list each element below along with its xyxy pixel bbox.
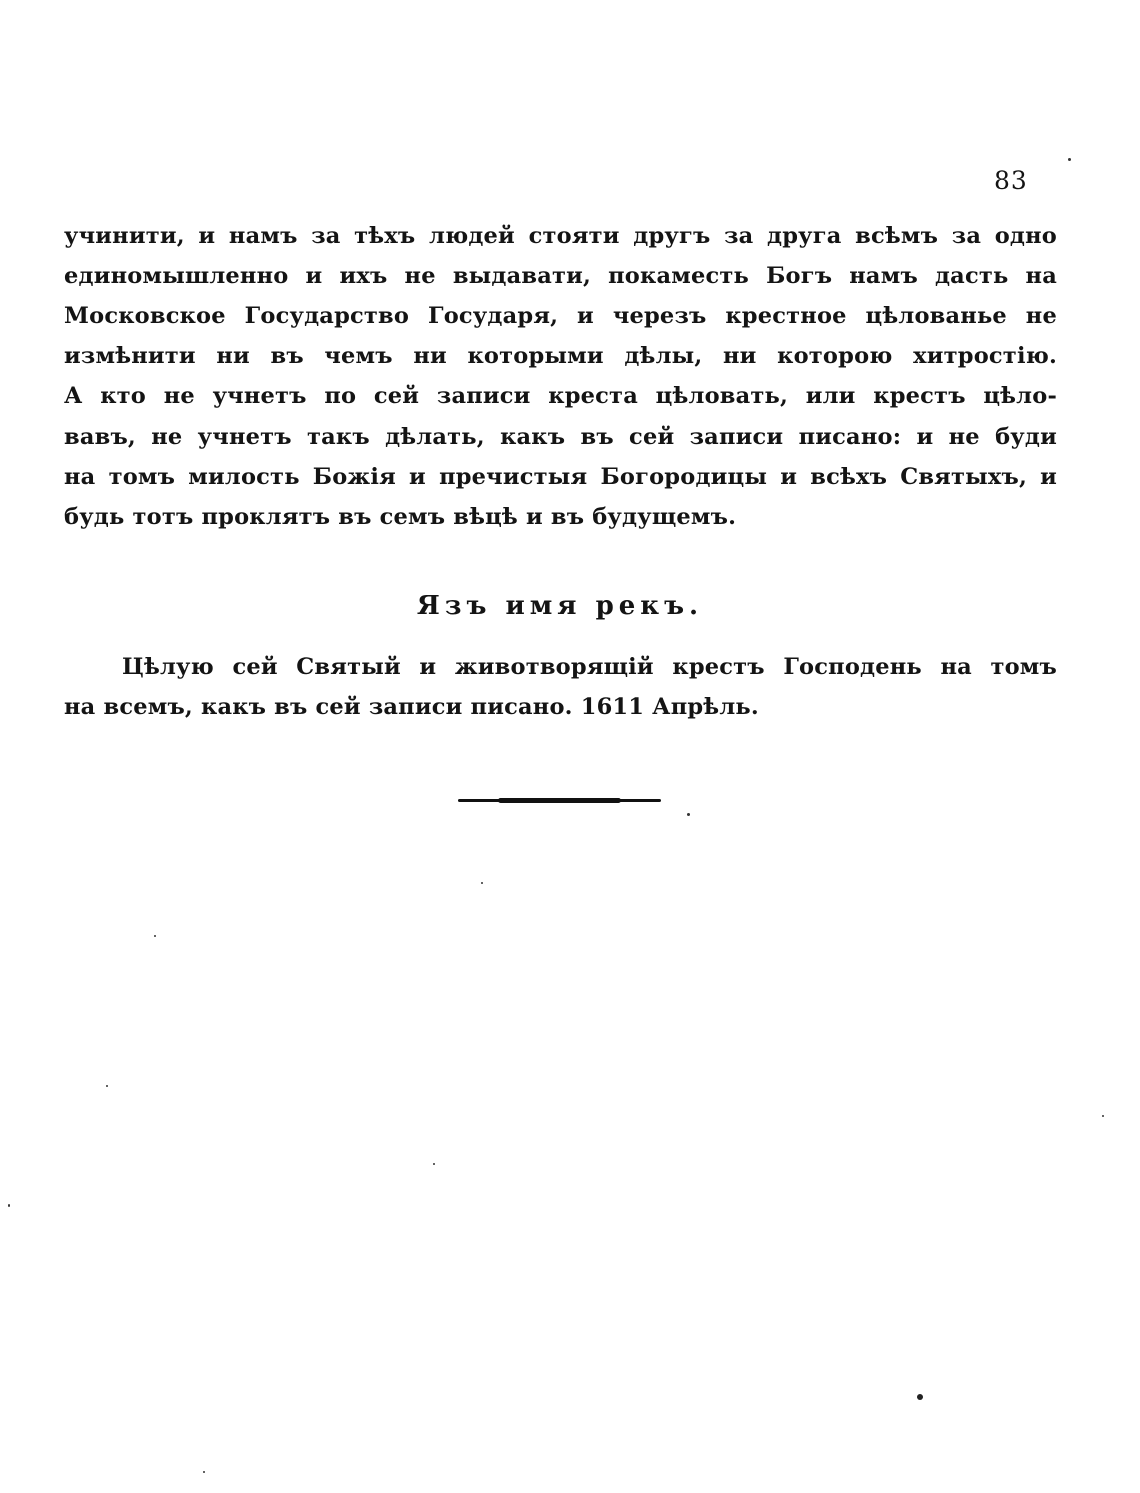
- scan-speck: [106, 1085, 108, 1087]
- body-line: учинити, и намъ за тѣхъ людей стояти другъ за друга всѣмъ за одно: [64, 223, 1057, 249]
- body-line: вавъ, не учнетъ такъ дѣлать, какъ въ сей записи писано: и не буди: [64, 424, 1057, 450]
- body-line: на томъ милость Божія и пречистыя Богородицы и всѣхъ Святыхъ, и: [64, 464, 1057, 490]
- body-line: А кто не учнетъ по сей записи креста цѣловать, или крестъ цѣло-: [64, 383, 1057, 409]
- body-line: измѣнити ни въ чемъ ни которыми дѣлы, ни которою хитростію.: [64, 343, 1057, 369]
- body-line: Московское Государство Государя, и черезъ крестное цѣлованье не: [64, 303, 1057, 329]
- scan-speck: [433, 1163, 435, 1165]
- scan-speck: [203, 1471, 205, 1473]
- oath-line: Цѣлую сей Святый и животворящій крестъ Господень на томъ: [122, 654, 1057, 680]
- body-line: будь тотъ проклятъ въ семъ вѣцѣ и въ будущемъ.: [64, 504, 737, 530]
- scan-speck: [1102, 1115, 1104, 1117]
- section-divider: [458, 799, 661, 802]
- scan-speck: [687, 813, 690, 816]
- scan-speck: [8, 1204, 10, 1207]
- section-heading: Язъ имя рекъ.: [416, 591, 704, 621]
- scan-speck: [1068, 158, 1071, 161]
- scan-speck: [917, 1394, 923, 1400]
- scan-speck: [481, 882, 483, 884]
- scan-speck: [154, 935, 156, 937]
- body-line: единомышленно и ихъ не выдавати, покаместь Богъ намъ дасть на: [64, 263, 1057, 289]
- oath-line: на всемъ, какъ въ сей записи писано. 1611 Апрѣль.: [64, 694, 759, 720]
- page-number: 83: [994, 166, 1028, 195]
